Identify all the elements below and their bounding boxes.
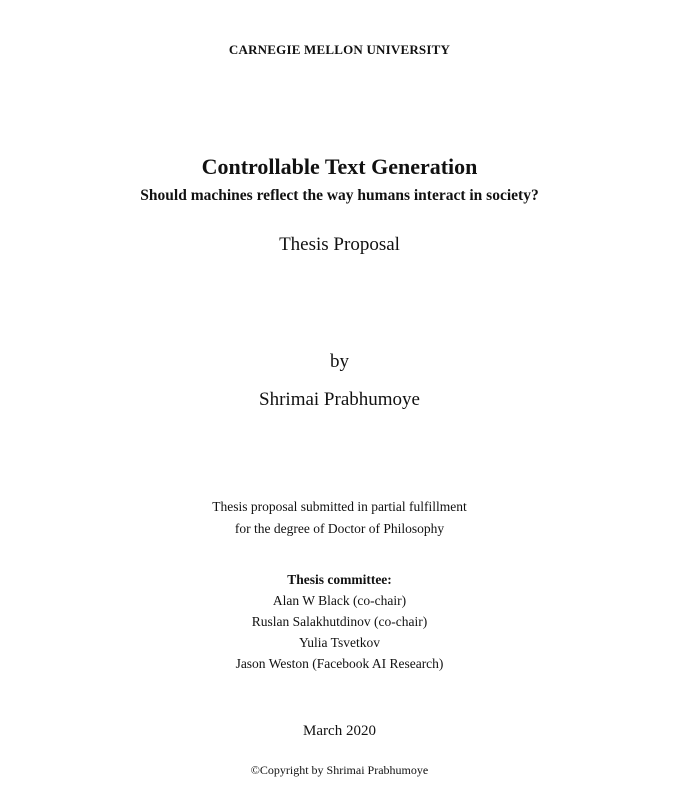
by-label: by [330,351,349,372]
university-name: CARNEGIE MELLON UNIVERSITY [228,42,451,57]
document-type: Thesis Proposal [279,234,400,255]
committee-heading: Thesis committee: [287,572,392,587]
committee-member: Alan W Black (co-chair) [272,593,407,608]
committee-member: Yulia Tsvetkov [299,635,380,650]
submission-line-2: for the degree of Doctor of Philosophy [234,521,445,536]
thesis-title: Controllable Text Generation [201,154,478,179]
thesis-subtitle: Should machines reflect the way humans interact in society? [140,187,539,204]
submission-statement [0,496,679,540]
committee-member: Jason Weston (Facebook AI Research) [235,656,444,671]
committee-member: Ruslan Salakhutdinov (co-chair) [251,614,428,629]
copyright-notice: ©Copyright by Shrimai Prabhumoye [250,763,429,777]
submission-line-1: Thesis proposal submitted in partial fulfillment [212,499,467,514]
committee-block [0,569,679,674]
author-name: Shrimai Prabhumoye [259,389,420,410]
submission-date: March 2020 [303,723,376,739]
